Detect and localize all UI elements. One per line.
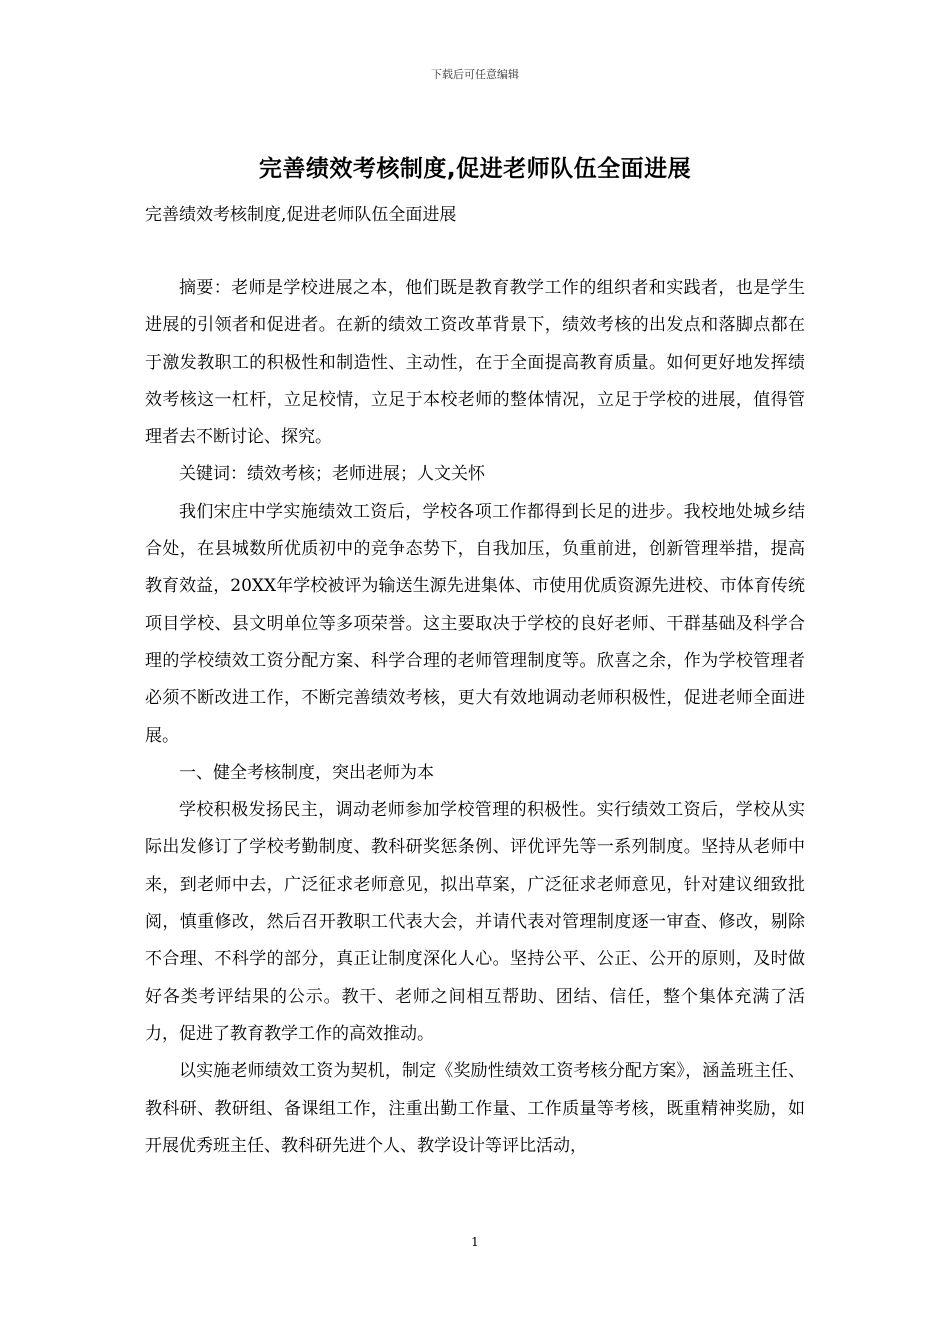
paragraph-keywords: 关键词：绩效考核；老师进展；人文关怀 bbox=[179, 464, 485, 485]
document-title: 完善绩效考核制度,促进老师队伍全面进展 bbox=[258, 156, 692, 182]
page-number: 1 bbox=[471, 1235, 479, 1249]
paragraph-section-1a: 学校积极发扬民主，调动老师参加学校管理的积极性。实行绩效工资后，学校从实际出发修订了学校考勤制度、教科研奖惩条例、评优评先等一系列制度。坚持从老师中来，到老师中去，广泛征求老师意见，拟出草案，广泛征求老师意见，针对建议细致批阅，慎重修改，然后召开教职工代表大会，并请代表对管理制度逐一审查、修改，剔除不合理、不科学的部分，真正让制度深化人心。坚持公平、公正、公开的原则，及时做好各类考评结果的公示。教干、老师之间相互帮助、团结、信任，整个集体充满了活力，促进了教育教学工作的高效推动。 bbox=[145, 800, 805, 1044]
paragraph-abstract: 摘要：老师是学校进展之本，他们既是教育教学工作的组织者和实践者，也是学生进展的引领者和促进者。在新的绩效工资改革背景下，绩效考核的出发点和落脚点都在于激发教职工的积极性和制造性、主动性，在于全面提高教育质量。如何更好地发挥绩效考核这一杠杆，立足校情，立足于本校老师的整体情况，立足于学校的进展，值得管理者去不断讨论、探究。 bbox=[145, 278, 805, 448]
document-subtitle: 完善绩效考核制度,促进老师队伍全面进展 bbox=[145, 205, 457, 225]
paragraph-intro: 我们宋庄中学实施绩效工资后，学校各项工作都得到长足的进步。我校地处城乡结合处，在县城数所优质初中的竞争态势下，自我加压，负重前进，创新管理举措，提高教育效益，20XX年学校被评为输送生源先进集体、市使用优质资源先进校、市体育传统项目学校、县文明单位等多项荣誉。这主要取决于学校的良好老师、干群基础及科学合理的学校绩效工资分配方案、科学合理的老师管理制度等。欣喜之余，作为学校管理者必须不断改进工作，不断完善绩效考核，更大有效地调动老师积极性，促进老师全面进展。 bbox=[145, 501, 805, 746]
document-body bbox=[145, 270, 805, 1165]
paragraph-section-1b: 以实施老师绩效工资为契机，制定《奖励性绩效工资考核分配方案》，涵盖班主任、教科研、教研组、备课组工作，注重出勤工作量、工作质量等考核，既重精神奖励，如开展优秀班主任、教科研先进个人、教学设计等评比活动， bbox=[145, 1061, 805, 1156]
section-heading-1: 一、健全考核制度，突出老师为本 bbox=[179, 762, 434, 783]
page-header-note: 下载后可任意编辑 bbox=[431, 68, 519, 81]
